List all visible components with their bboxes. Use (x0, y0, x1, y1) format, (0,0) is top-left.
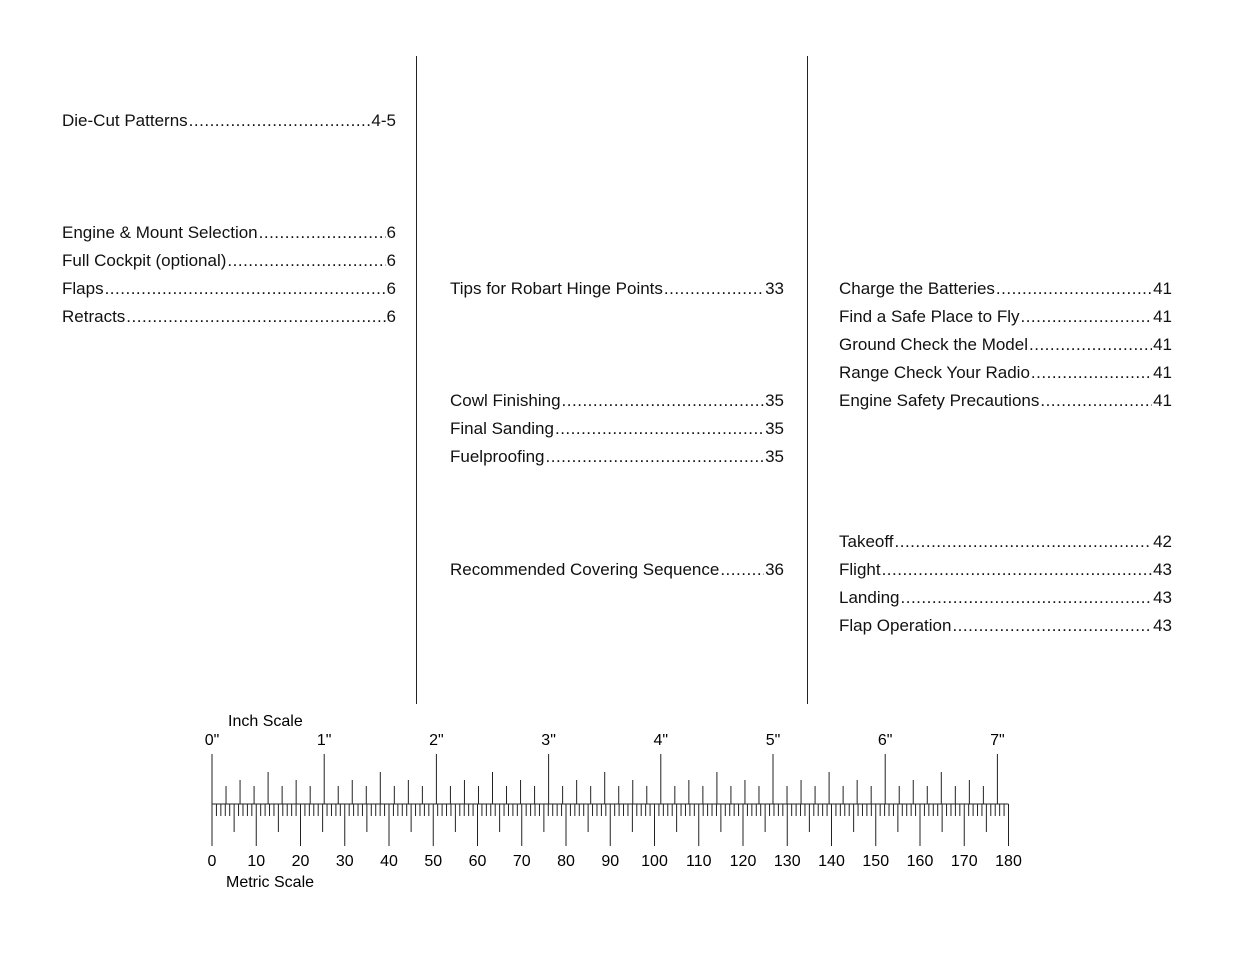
toc-entry-page: 41 (1153, 307, 1172, 326)
toc-entry-label: Takeoff (839, 532, 894, 551)
toc-entry-page: 36 (765, 560, 784, 579)
toc-entry-page: 43 (1153, 588, 1172, 607)
metric-label: 100 (641, 853, 668, 870)
metric-scale-title: Metric Scale (226, 874, 315, 891)
toc-entry-label: Tips for Robart Hinge Points (450, 279, 663, 298)
toc-entry-label: Full Cockpit (optional) (62, 251, 227, 270)
inch-label: 3" (541, 732, 556, 749)
toc-entry-label: Landing (839, 588, 900, 607)
inch-label: 2" (429, 732, 444, 749)
toc-entry-label: Flight (839, 560, 881, 579)
metric-label: 150 (862, 853, 890, 870)
metric-label: 40 (380, 853, 398, 870)
toc-entry-page: 43 (1153, 616, 1172, 635)
ruler-ticks (212, 754, 1009, 846)
inch-label: 0" (204, 732, 220, 749)
toc-entry-label: Charge the Batteries (839, 279, 995, 298)
inch-scale-title: Inch Scale (228, 713, 303, 730)
inch-label: 5" (765, 732, 781, 749)
toc-entry-label: Die-Cut Patterns (62, 111, 188, 130)
toc-entry-page: 41 (1153, 391, 1172, 410)
metric-label: 130 (773, 853, 801, 870)
toc-entry-page: 6 (386, 279, 396, 298)
inch-label: 7" (990, 732, 1005, 749)
toc-entry-label: Flap Operation (839, 616, 952, 635)
toc-entry-label: Find a Safe Place to Fly (839, 307, 1020, 326)
inch-label: 4" (653, 732, 669, 749)
toc-entry-label: Fuelproofing (450, 447, 545, 466)
toc-entry-label: Engine Safety Precautions (839, 391, 1040, 410)
toc-entry-label: Engine & Mount Selection (62, 223, 258, 242)
toc-entry-page: 41 (1153, 363, 1172, 382)
metric-label: 80 (557, 853, 575, 870)
toc-entry-label: Flaps (62, 279, 104, 298)
toc-entry-page: 4-5 (371, 111, 396, 130)
toc-entry-page: 35 (765, 447, 784, 466)
metric-label: 50 (424, 853, 443, 870)
toc-entry-page: 42 (1153, 532, 1172, 551)
metric-label: 70 (512, 853, 531, 870)
toc-entry-label: Range Check Your Radio (839, 363, 1030, 382)
toc-entry-page: 6 (386, 307, 396, 326)
toc-entry-label: Final Sanding (450, 419, 554, 438)
toc-entry-label: Recommended Covering Sequence (450, 560, 720, 579)
metric-label: 120 (729, 853, 757, 870)
toc-entry-page: 41 (1153, 335, 1172, 354)
toc-entry-page: 33 (765, 279, 784, 298)
toc-entry-page: 6 (386, 251, 396, 270)
inch-label: 1" (316, 732, 332, 749)
inch-label: 6" (877, 732, 893, 749)
metric-label: 20 (291, 853, 310, 870)
toc-entry-label: Retracts (62, 307, 126, 326)
metric-label: 110 (685, 853, 712, 870)
metric-label: 30 (335, 853, 354, 870)
toc-entry-page: 41 (1153, 279, 1172, 298)
metric-label: 60 (468, 853, 487, 870)
metric-label: 10 (247, 853, 266, 870)
toc-entry-page: 6 (386, 223, 396, 242)
metric-label: 160 (906, 853, 934, 870)
metric-label: 0 (207, 853, 217, 870)
metric-label: 180 (995, 853, 1022, 870)
toc-entry-page: 43 (1153, 560, 1172, 579)
metric-label: 170 (950, 853, 978, 870)
toc-entry-page: 35 (765, 419, 784, 438)
metric-label: 140 (818, 853, 845, 870)
metric-label: 90 (601, 853, 620, 870)
toc-entry-page: 35 (765, 391, 784, 410)
toc-entry-label: Cowl Finishing (450, 391, 561, 410)
toc-entry-label: Ground Check the Model (839, 335, 1028, 354)
